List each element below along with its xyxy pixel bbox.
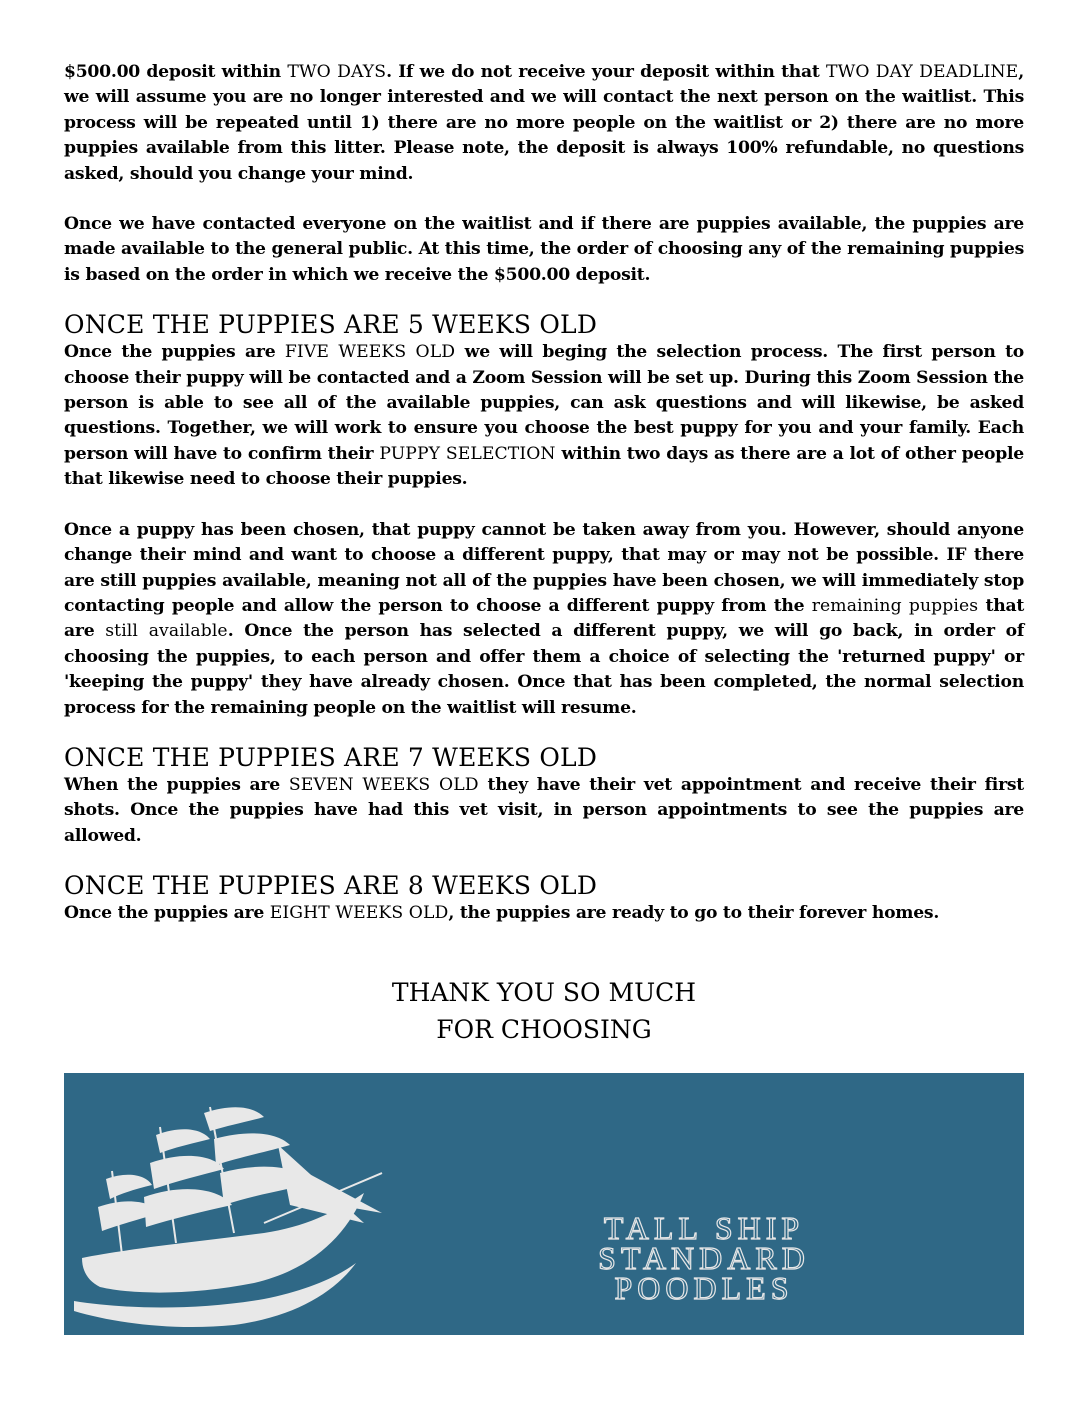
brand-line-2: STANDARD <box>598 1240 810 1276</box>
thank-you-line-2: FOR CHOOSING <box>436 1015 652 1044</box>
deposit-paragraph: $500.00 deposit within TWO DAYS. If we do not receive your deposit within that TWO DAY DEADLINE, we will assume you are no longer interested and we will contact the next person on the waitlist. This process will be repeated until 1) there are no more people on the waitlist or 2) there are no more puppies available from this litter. Please note, the deposit is always 100% refundable, no questions asked, should you change your mind. <box>64 62 1024 184</box>
thank-you-message <box>64 974 1024 1048</box>
general-public-paragraph: Once we have contacted everyone on the waitlist and if there are puppies available, the puppies are made available to the general public. At this time, the order of choosing any of the remaining puppies is based on the order in which we receive the $500.00 deposit. <box>64 214 1024 285</box>
brand-line-1: TALL SHIP <box>603 1210 805 1246</box>
brand-name <box>554 1210 854 1306</box>
forever-homes-paragraph: Once the puppies are EIGHT WEEKS OLD, the puppies are ready to go to their forever homes. <box>64 903 940 924</box>
chosen-puppy-paragraph: Once a puppy has been chosen, that puppy cannot be taken away from you. However, should anyone change their mind and want to choose a different puppy, that may or may not be possible. IF there are still puppies available, meaning not all of the puppies have been chosen, we will immediately stop contacting people and allow the person to choose a different puppy from the remaining puppies that are still available. Once the person has selected a different puppy, we will go back, in order of choosing the puppies, to each person and offer them a choice of selecting the 'returned puppy' or 'keeping the puppy' they have already chosen. Once that has been completed, the normal selection process for the remaining people on the waitlist will resume. <box>64 519 1025 718</box>
thank-you-line-1: THANK YOU SO MUCH <box>391 978 697 1007</box>
heading-8-weeks: ONCE THE PUPPIES ARE 8 WEEKS OLD <box>64 871 598 901</box>
brand-line-3: POODLES <box>614 1270 794 1306</box>
vet-paragraph: When the puppies are SEVEN WEEKS OLD they have their vet appointment and receive their first shots. Once the puppies have had this vet visit, in person appointments to see the puppies are allowed. <box>64 774 1024 846</box>
tall-ship-icon <box>64 1073 394 1335</box>
brand-banner <box>64 1073 1024 1335</box>
selection-paragraph: Once the puppies are FIVE WEEKS OLD we will beging the selection process. The first person to choose their puppy will be contacted and a Zoom Session will be set up. During this Zoom Session the person is able to see all of the available puppies, can ask questions and will likewise, be asked questions. Together, we will work to ensure you choose the best puppy for you and your family. Each person will have to confirm their PUPPY SELECTION within two days as there are a lot of other people that likewise need to choose their puppies. <box>64 342 1024 490</box>
document-body <box>64 60 1024 927</box>
heading-5-weeks: ONCE THE PUPPIES ARE 5 WEEKS OLD <box>64 310 598 340</box>
heading-7-weeks: ONCE THE PUPPIES ARE 7 WEEKS OLD <box>64 742 598 772</box>
